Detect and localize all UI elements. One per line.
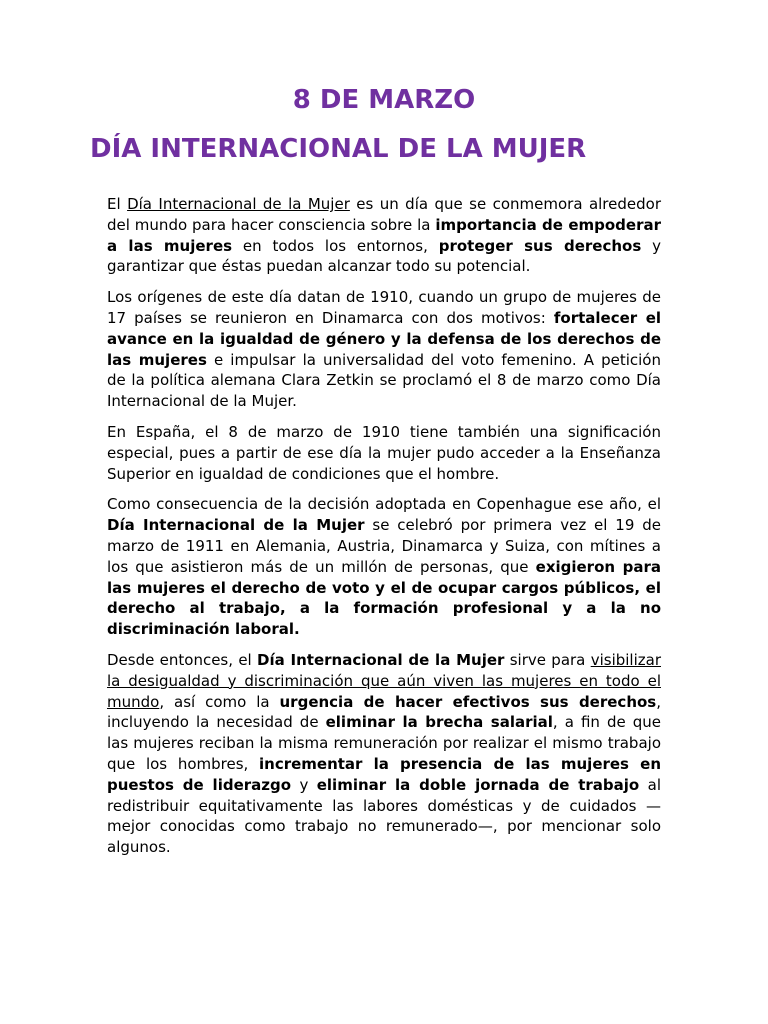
paragraph-1-segment-3: es un día que se conmemora alrededor del mundo para hacer consciencia sobre la xyxy=(107,195,661,234)
paragraph-5-segment-9: , a fin de que las mujeres reciban la misma remuneración por realizar el mismo trabajo que los hombres, xyxy=(107,713,661,773)
paragraph-1-segment-2: Día Internacional de la Mujer xyxy=(127,195,350,213)
paragraph-5-segment-12: eliminar la doble jornada de trabajo xyxy=(316,775,640,794)
paragraph-4-segment-3: se celebró por primera vez el 19 de marzo de 1911 en Alemania, Austria, Dinamarca y Suiza, con mítines a los que asistieron más de un millón de personas, que xyxy=(107,516,661,576)
paragraph-1-segment-1: El xyxy=(107,195,128,213)
paragraph-5-segment-10: incrementar la presencia de las mujeres en puestos de liderazgo xyxy=(107,754,661,794)
paragraph-5-segment-8: eliminar la brecha salarial xyxy=(325,713,553,732)
paragraph-4-segment-1: Como consecuencia de la decisión adoptada en Copenhague ese año, el xyxy=(107,495,661,514)
paragraph-2 xyxy=(107,287,661,412)
paragraph-3-segment-1: En España, el 8 de marzo de 1910 tiene también una significación especial, pues a partir de ese día la mujer pudo acceder a la Enseñanza Superior en igualdad de condiciones que el hombre. xyxy=(107,422,661,483)
paragraph-1-segment-4: importancia de empoderar a las mujeres xyxy=(107,215,661,255)
paragraph-5-segment-1: Desde entonces, el xyxy=(107,650,258,669)
paragraph-5-segment-5: , así como la xyxy=(159,692,280,711)
paragraph-4 xyxy=(107,494,661,640)
paragraph-5-segment-13: al redistribuir equitativamente las labores domésticas y de cuidados — mejor conocidas como trabajo no remunerado—, por mencionar solo algunos. xyxy=(107,775,661,857)
paragraph-1-segment-5: en todos los entornos, xyxy=(232,236,439,255)
paragraph-2-segment-1: Los orígenes de este día datan de 1910, cuando un grupo de mujeres de 17 países se reunieron en Dinamarca con dos motivos: xyxy=(107,288,661,327)
paragraph-1 xyxy=(107,194,661,277)
paragraph-5-segment-6: urgencia de hacer efectivos sus derechos xyxy=(279,692,657,711)
paragraph-3 xyxy=(107,422,661,484)
document-body xyxy=(107,194,661,868)
paragraph-5-segment-3: sirve para xyxy=(504,650,591,669)
title-main: DÍA INTERNACIONAL DE LA MUJER xyxy=(90,134,587,164)
paragraph-2-segment-2: fortalecer el avance en la igualdad de género y la defensa de los derechos de las mujeres xyxy=(107,308,662,369)
paragraph-5 xyxy=(107,650,661,858)
paragraph-2-segment-3: e impulsar la universalidad del voto femenino. A petición de la política alemana Clara Zetkin se proclamó el 8 de marzo como Día Internacional de la Mujer. xyxy=(107,350,661,411)
paragraph-4-segment-4: exigieron para las mujeres el derecho de voto y el de ocupar cargos públicos, el derecho al trabajo, a la formación profesional y a la no discriminación laboral. xyxy=(107,557,662,639)
paragraph-1-segment-7: y garantizar que éstas puedan alcanzar todo su potencial. xyxy=(107,236,661,276)
paragraph-4-segment-2: Día Internacional de la Mujer xyxy=(107,516,365,535)
paragraph-1-segment-6: proteger sus derechos xyxy=(438,236,642,255)
paragraph-5-segment-4: visibilizar la desigualdad y discriminación que aún viven las mujeres en todo el mundo xyxy=(107,650,661,711)
title-date: 8 DE MARZO xyxy=(292,85,476,115)
paragraph-5-segment-2: Día Internacional de la Mujer xyxy=(257,650,505,669)
paragraph-5-segment-7: , incluyendo la necesidad de xyxy=(107,692,662,732)
paragraph-5-segment-11: y xyxy=(291,775,317,794)
